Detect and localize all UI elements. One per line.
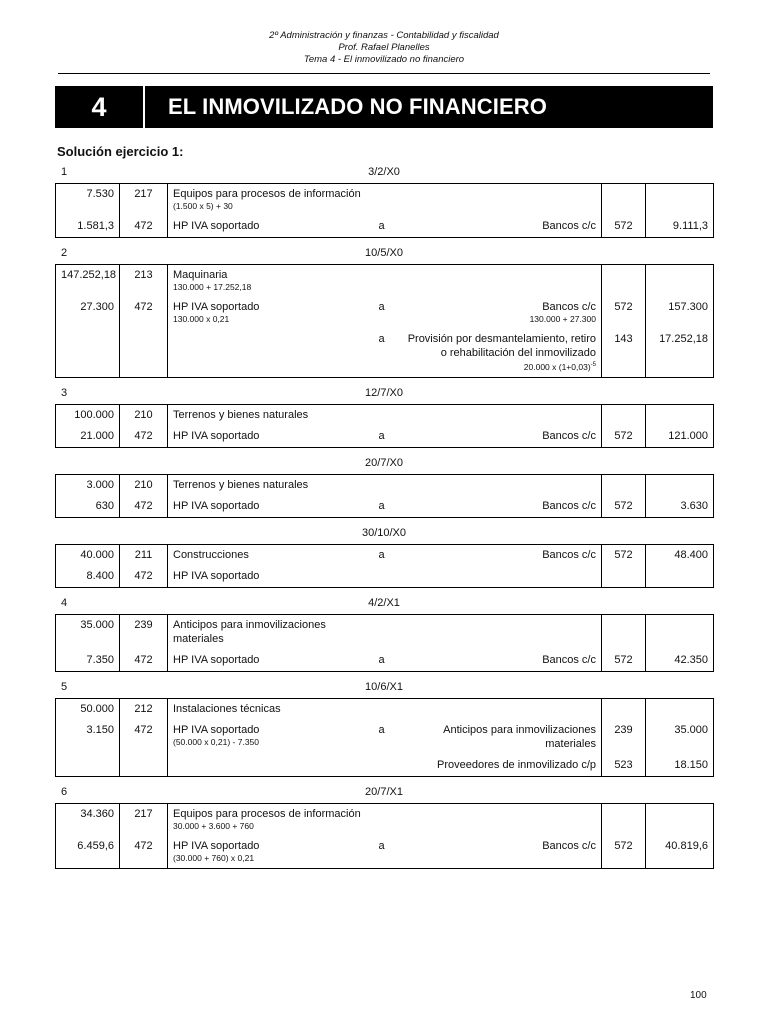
- debit-account-cell: [168, 184, 368, 217]
- debit-account-name: HP IVA soportado: [173, 429, 260, 442]
- journal-row: [56, 297, 714, 329]
- debit-account-code: 472: [120, 426, 168, 448]
- journal-row: [56, 216, 714, 238]
- journal-row: [56, 566, 714, 588]
- credit-account-cell: [396, 184, 602, 217]
- entry-connector: [368, 803, 396, 836]
- credit-account-code: [602, 265, 646, 298]
- journal-row: [56, 404, 714, 426]
- credit-account-cell: [396, 404, 602, 426]
- credit-account-code: 523: [602, 755, 646, 777]
- credit-account-cell: [396, 650, 602, 672]
- debit-account-name: Construcciones: [173, 548, 249, 561]
- credit-account-code: [602, 698, 646, 720]
- debit-account-name: HP IVA soportado: [173, 653, 260, 666]
- journal-row: [56, 720, 714, 755]
- credit-amount: 40.819,6: [665, 839, 708, 852]
- credit-account-code: [602, 404, 646, 426]
- entry-header: [55, 385, 713, 402]
- debit-account-cell: [168, 496, 368, 518]
- credit-account-name: Bancos c/c: [542, 548, 596, 561]
- entry-header: [55, 784, 713, 801]
- credit-amount: 48.400: [674, 548, 708, 561]
- entry-number: 3: [61, 386, 68, 399]
- credit-account-cell: [396, 426, 602, 448]
- debit-account-code: 472: [120, 216, 168, 238]
- debit-amount: [56, 755, 120, 777]
- entry-date: 10/5/X0: [365, 247, 403, 259]
- header-course: 2º Administración y finanzas - Contabilidad y fiscalidad: [269, 30, 499, 41]
- debit-amount: 21.000: [56, 426, 120, 448]
- debit-account-code: 212: [120, 698, 168, 720]
- debit-account-cell: [168, 650, 368, 672]
- entry-connector: [368, 698, 396, 720]
- entry-connector: [368, 184, 396, 217]
- debit-account-name: HP IVA soportado: [173, 301, 260, 313]
- entry-date: 3/2/X0: [368, 166, 400, 178]
- entry-date: 12/7/X0: [365, 386, 403, 399]
- credit-account-code: [602, 803, 646, 836]
- credit-amount: [646, 265, 714, 298]
- credit-amount: 35.000: [674, 723, 708, 736]
- debit-account-code: 239: [120, 614, 168, 650]
- debit-amount: 3.000: [56, 474, 120, 496]
- entry-connector: a: [378, 723, 385, 736]
- debit-account-name: HP IVA soportado: [173, 723, 260, 736]
- credit-account-code: [602, 184, 646, 217]
- credit-account-cell: [396, 836, 602, 869]
- debit-account-code: 472: [120, 720, 168, 755]
- debit-account-name: Terrenos y bienes naturales: [173, 408, 309, 421]
- entry-header: [55, 595, 713, 612]
- debit-account-code: 210: [120, 474, 168, 496]
- credit-account-name: Anticipos para inmovilizaciones materiales: [443, 723, 596, 750]
- credit-account-code: 572: [602, 426, 646, 448]
- entry-number: 5: [61, 680, 68, 693]
- credit-amount: [646, 803, 714, 836]
- credit-note-exponent: -5: [590, 362, 596, 368]
- debit-amount: 8.400: [56, 566, 120, 588]
- credit-account-name: Bancos c/c: [542, 429, 596, 442]
- debit-account-name: Terrenos y bienes naturales: [173, 478, 309, 491]
- entry-connector: a: [378, 548, 385, 561]
- entry-header: [55, 525, 713, 542]
- credit-account-code: 572: [602, 496, 646, 518]
- debit-amount: 147.252,18: [56, 265, 120, 298]
- journal-entry-table: [55, 544, 714, 588]
- debit-account-code: 211: [120, 544, 168, 566]
- credit-account-cell: [396, 755, 602, 777]
- debit-account-code: [120, 755, 168, 777]
- entry-date: 20/7/X1: [365, 785, 403, 798]
- entry-connector: a: [378, 333, 385, 345]
- debit-calc-note: 30.000 + 3.600 + 760: [173, 820, 254, 831]
- debit-amount: 50.000: [56, 698, 120, 720]
- journal-row: [56, 184, 714, 217]
- credit-account-code: 572: [602, 544, 646, 566]
- debit-account-code: 210: [120, 404, 168, 426]
- chapter-banner: [55, 86, 713, 128]
- entry-number: 6: [61, 785, 68, 798]
- debit-amount: 7.530: [56, 184, 120, 217]
- entry-header: [55, 245, 713, 262]
- credit-calc-note-text: 20.000 x (1+0,03): [523, 361, 591, 372]
- journal-row: [56, 496, 714, 518]
- chapter-title: EL INMOVILIZADO NO FINANCIERO: [168, 94, 547, 119]
- credit-account-code: 572: [602, 297, 646, 329]
- journal-entry-table: [55, 803, 714, 869]
- credit-amount: 17.252,18: [659, 333, 708, 345]
- credit-amount: [646, 566, 714, 588]
- credit-account-cell: [396, 474, 602, 496]
- debit-amount: [56, 329, 120, 377]
- debit-calc-note: 130.000 x 0,21: [173, 314, 230, 324]
- journal-entries: [55, 164, 713, 876]
- debit-amount: 1.581,3: [56, 216, 120, 238]
- entry-connector: a: [378, 429, 385, 442]
- credit-amount: 9.111,3: [672, 220, 708, 232]
- entry-date: 10/6/X1: [365, 680, 403, 693]
- credit-amount: 157.300: [668, 301, 708, 313]
- credit-amount: [646, 698, 714, 720]
- credit-account-cell: [396, 566, 602, 588]
- entry-header: [55, 679, 713, 696]
- debit-account-code: 213: [120, 265, 168, 298]
- debit-account-name: Maquinaria: [173, 269, 228, 281]
- debit-account-name: Anticipos para inmovilizaciones materiales: [173, 618, 326, 645]
- journal-row: [56, 755, 714, 777]
- journal-row: [56, 265, 714, 298]
- entry-number: 1: [61, 166, 68, 178]
- debit-account-name: HP IVA soportado: [173, 569, 260, 582]
- entry-connector: [368, 755, 396, 777]
- debit-account-code: 472: [120, 566, 168, 588]
- credit-amount: [646, 184, 714, 217]
- journal-row: [56, 650, 714, 672]
- debit-account-cell: [168, 614, 368, 650]
- credit-amount: 121.000: [668, 429, 708, 442]
- debit-account-code: 217: [120, 803, 168, 836]
- debit-amount: 3.150: [56, 720, 120, 755]
- credit-account-code: 143: [602, 329, 646, 377]
- journal-entry-table: [55, 264, 714, 378]
- credit-account-cell: [396, 265, 602, 298]
- debit-account-name: HP IVA soportado: [173, 839, 260, 852]
- credit-account-code: [602, 566, 646, 588]
- journal-entry-table: [55, 698, 714, 777]
- credit-account-cell: [396, 803, 602, 836]
- credit-amount: 3.630: [680, 499, 708, 512]
- debit-account-code: [120, 329, 168, 377]
- credit-calc-note-text: 130.000 + 27.300: [529, 314, 596, 324]
- debit-amount: 100.000: [56, 404, 120, 426]
- credit-account-name: Bancos c/c: [542, 839, 596, 852]
- credit-account-code: 572: [602, 836, 646, 869]
- journal-row: [56, 544, 714, 566]
- debit-account-code: 217: [120, 184, 168, 217]
- header-topic: Tema 4 - El inmovilizado no financiero: [303, 54, 465, 65]
- header-professor: Prof. Rafael Planelles: [338, 42, 430, 53]
- entry-date: 20/7/X0: [365, 456, 403, 469]
- credit-account-cell: [396, 297, 602, 329]
- debit-amount: 7.350: [56, 650, 120, 672]
- credit-account-code: [602, 614, 646, 650]
- debit-calc-note: (50.000 x 0,21) - 7.350: [173, 736, 260, 747]
- credit-amount: [646, 614, 714, 650]
- credit-account-name: Proveedores de inmovilizado c/p: [437, 758, 596, 771]
- credit-account-name: Bancos c/c: [542, 499, 596, 512]
- entry-connector: [368, 265, 396, 298]
- entry-connector: a: [378, 499, 385, 512]
- entry-connector: a: [378, 653, 385, 666]
- entry-connector: a: [378, 220, 385, 232]
- debit-account-cell: [168, 404, 368, 426]
- debit-amount: 40.000: [56, 544, 120, 566]
- entry-connector: a: [378, 301, 385, 313]
- credit-account-name: Bancos c/c: [542, 220, 596, 232]
- entry-connector: [368, 474, 396, 496]
- debit-amount: 34.360: [56, 803, 120, 836]
- debit-account-cell: [168, 836, 368, 869]
- debit-account-code: 472: [120, 496, 168, 518]
- debit-account-cell: [168, 474, 368, 496]
- debit-account-name: Equipos para procesos de información: [173, 807, 361, 820]
- entry-date: 30/10/X0: [361, 526, 407, 539]
- credit-account-cell: [396, 544, 602, 566]
- credit-account-cell: [396, 216, 602, 238]
- debit-account-cell: [168, 329, 368, 377]
- entry-date: 4/2/X1: [368, 596, 400, 609]
- debit-account-code: 472: [120, 836, 168, 869]
- journal-entry-table: [55, 474, 714, 518]
- journal-row: [56, 803, 714, 836]
- credit-amount: [646, 404, 714, 426]
- debit-account-cell: [168, 698, 368, 720]
- debit-account-cell: [168, 216, 368, 238]
- credit-account-code: [602, 474, 646, 496]
- debit-account-name: HP IVA soportado: [173, 220, 260, 232]
- credit-account-code: 239: [602, 720, 646, 755]
- debit-account-name: Instalaciones técnicas: [173, 702, 281, 715]
- entry-header: [55, 455, 713, 472]
- credit-account-cell: [396, 329, 602, 377]
- credit-amount: 18.150: [674, 758, 708, 771]
- debit-amount: 35.000: [56, 614, 120, 650]
- credit-account-cell: [396, 614, 602, 650]
- debit-amount: 630: [56, 496, 120, 518]
- journal-row: [56, 698, 714, 720]
- debit-amount: 27.300: [56, 297, 120, 329]
- debit-account-code: 472: [120, 650, 168, 672]
- journal-row: [56, 329, 714, 377]
- debit-account-cell: [168, 265, 368, 298]
- credit-account-cell: [396, 720, 602, 755]
- credit-account-name: Bancos c/c: [542, 653, 596, 666]
- credit-account-code: 572: [602, 650, 646, 672]
- entry-number: 2: [61, 247, 68, 259]
- debit-account-cell: [168, 297, 368, 329]
- page-header: [0, 30, 768, 66]
- credit-amount: [646, 474, 714, 496]
- debit-account-code: 472: [120, 297, 168, 329]
- credit-calc-note: [401, 360, 597, 373]
- chapter-number: 4: [91, 91, 107, 122]
- credit-account-name: Provisión por desmantelamiento, retiro o rehabilitación del inmovilizado: [407, 333, 596, 359]
- debit-account-name: Equipos para procesos de información: [173, 188, 361, 200]
- credit-account-cell: [396, 698, 602, 720]
- entry-connector: [368, 404, 396, 426]
- entry-connector: [368, 614, 396, 650]
- journal-row: [56, 614, 714, 650]
- debit-amount: 6.459,6: [56, 836, 120, 869]
- credit-amount: 42.350: [674, 653, 708, 666]
- credit-calc-note: [401, 314, 597, 325]
- credit-account-name: Bancos c/c: [542, 301, 596, 313]
- journal-row: [56, 426, 714, 448]
- header-rule: [58, 73, 710, 74]
- section-title: Solución ejercicio 1:: [57, 144, 184, 159]
- debit-calc-note: (1.500 x 5) + 30: [173, 201, 233, 211]
- journal-row: [56, 836, 714, 869]
- journal-entry-table: [55, 614, 714, 672]
- debit-account-name: HP IVA soportado: [173, 499, 260, 512]
- debit-account-cell: [168, 566, 368, 588]
- journal-entry-table: [55, 183, 714, 238]
- entry-connector: [368, 566, 396, 588]
- credit-account-code: 572: [602, 216, 646, 238]
- debit-account-cell: [168, 720, 368, 755]
- entry-header: [55, 164, 713, 181]
- debit-account-cell: [168, 426, 368, 448]
- debit-calc-note: 130.000 + 17.252,18: [173, 282, 252, 292]
- credit-account-cell: [396, 496, 602, 518]
- debit-account-cell: [168, 803, 368, 836]
- debit-account-cell: [168, 755, 368, 777]
- debit-calc-note: (30.000 + 760) x 0,21: [173, 852, 255, 863]
- debit-account-cell: [168, 544, 368, 566]
- journal-entry-table: [55, 404, 714, 448]
- page-number: 100: [690, 990, 707, 1001]
- entry-connector: a: [378, 839, 385, 852]
- journal-row: [56, 474, 714, 496]
- entry-number: 4: [61, 596, 68, 609]
